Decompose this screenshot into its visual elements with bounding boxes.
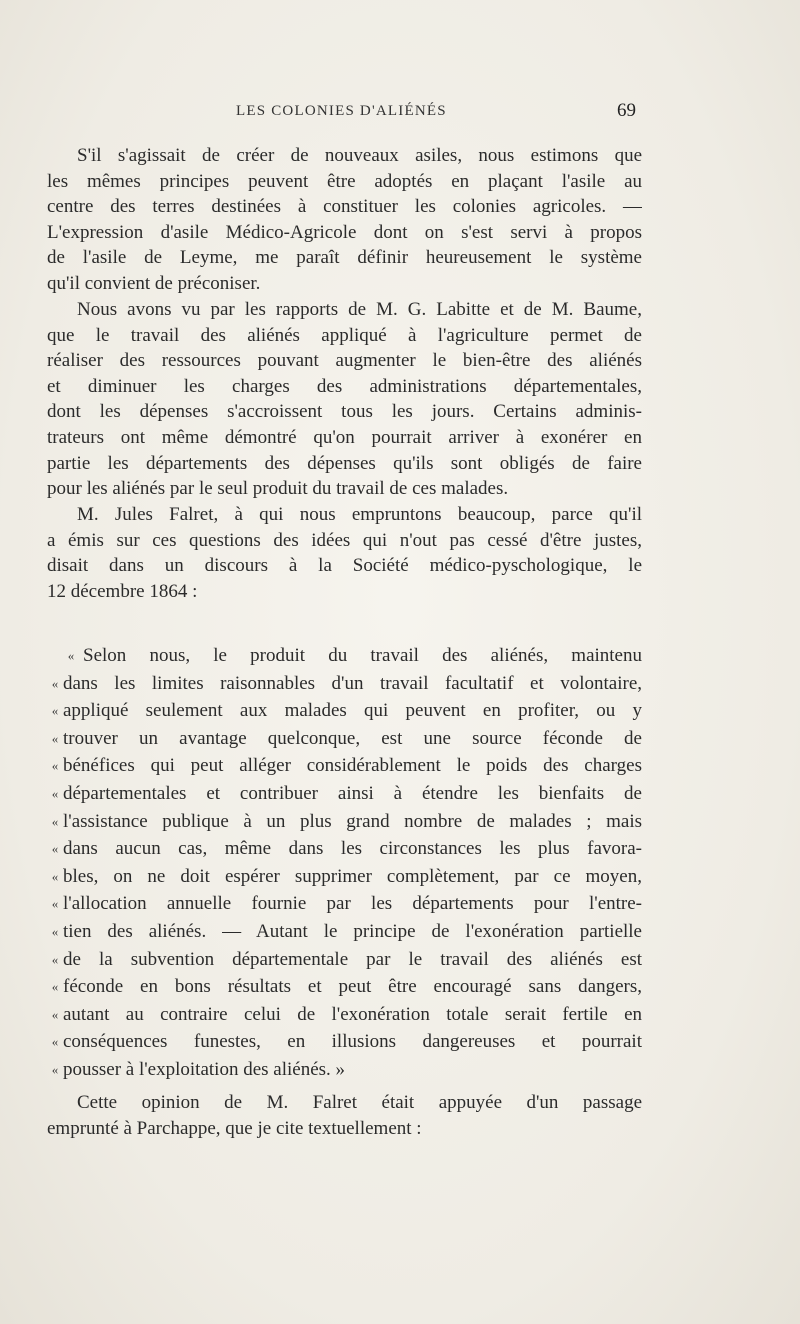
quote-line: l'allocation annuelle fournie par les départements pour l'entre- — [63, 893, 642, 915]
running-title: LES COLONIES D'ALIÉNÉS — [236, 103, 447, 119]
text-line: emprunté à Parchappe, que je cite textuellement : — [47, 1117, 422, 1139]
page-header — [0, 100, 800, 127]
text-line: M. Jules Falret, à qui nous empruntons beaucoup, parce qu'il — [77, 504, 642, 525]
quote-continuation-mark: « — [51, 675, 59, 691]
text-line: disait dans un discours à la Société médico-pyschologique, le — [47, 555, 642, 577]
paragraph-3 — [47, 502, 642, 604]
quote-continuation-mark: « — [51, 758, 59, 774]
paragraph-1 — [47, 143, 642, 297]
quote-continuation-mark: « — [51, 841, 59, 857]
quote-line: autant au contraire celui de l'exonération totale serait fertile en — [63, 1003, 642, 1025]
open-quote-mark: « — [67, 648, 75, 663]
quote-line: pousser à l'exploitation des aliénés. » — [63, 1058, 346, 1080]
text-line: a émis sur ces questions des idées qui n'out pas cessé d'être justes, — [47, 529, 642, 551]
quote-continuation-mark: « — [51, 951, 59, 967]
quote-continuation-mark: « — [51, 785, 59, 801]
text-line: de l'asile de Leyme, me paraît définir heureusement le système — [47, 247, 642, 269]
quote-continuation-mark: « — [51, 730, 59, 746]
quote-line: trouver un avantage quelconque, est une source féconde de — [63, 727, 642, 749]
text-line: les mêmes principes peuvent être adoptés en plaçant l'asile au — [47, 170, 642, 192]
page-number: 69 — [617, 100, 636, 121]
quote-continuation-mark: « — [51, 1061, 59, 1077]
paragraph-2 — [47, 297, 642, 502]
text-line: et diminuer les charges des administrations départementales, — [47, 375, 642, 397]
quote-line: féconde en bons résultats et peut être encouragé sans dangers, — [63, 976, 642, 998]
text-line: que le travail des aliénés appliqué à l'agriculture permet de — [47, 324, 642, 346]
quote-line: l'assistance publique à un plus grand nombre de malades ; mais — [63, 810, 642, 832]
quote-continuation-mark: « — [51, 979, 59, 995]
paragraph-4 — [47, 1090, 642, 1141]
quote-continuation-mark: « — [51, 703, 59, 719]
text-line: centre des terres destinées à constituer les colonies agricoles. — — [47, 196, 642, 218]
text-line: partie les départements des dépenses qu'ils sont obligés de faire — [47, 452, 642, 474]
text-line: S'il s'agissait de créer de nouveaux asiles, nous estimons que — [77, 145, 642, 166]
quote-line: dans les limites raisonnables d'un travail facultatif et volontaire, — [63, 672, 642, 694]
quote-line: bénéfices qui peut alléger considérablement le poids des charges — [63, 755, 642, 777]
quote-continuation-mark: « — [51, 1006, 59, 1022]
text-line: dont les dépenses s'accroissent tous les jours. Certains adminis- — [47, 401, 642, 423]
quote-line: de la subvention départementale par le travail des aliénés est — [63, 948, 642, 970]
text-line: 12 décembre 1864 : — [47, 580, 198, 602]
quote-continuation-mark: « — [51, 923, 59, 939]
quote-continuation-mark: « — [51, 868, 59, 884]
quote-line: conséquences funestes, en illusions dangereuses et pourrait — [63, 1031, 642, 1053]
quote-continuation-mark: « — [51, 896, 59, 912]
text-line: L'expression d'asile Médico-Agricole dont on s'est servi à propos — [47, 221, 642, 243]
text-line: trateurs ont même démontré qu'on pourrait arriver à exonérer en — [47, 426, 642, 448]
block-quotation — [47, 642, 642, 1084]
text-line: réaliser des ressources pouvant augmenter le bien-être des aliénés — [47, 350, 642, 372]
text-line: qu'il convient de préconiser. — [47, 272, 261, 294]
quote-continuation-mark: « — [51, 1034, 59, 1050]
quote-line: dans aucun cas, même dans les circonstances les plus favora- — [63, 838, 642, 860]
quote-continuation-mark: « — [51, 813, 59, 829]
quote-line: bles, on ne doit espérer supprimer complètement, par ce moyen, — [63, 865, 642, 887]
quote-line: appliqué seulement aux malades qui peuvent en profiter, ou y — [63, 700, 642, 722]
quote-line: départementales et contribuer ainsi à étendre les bienfaits de — [63, 782, 642, 804]
quote-line: tien des aliénés. — Autant le principe de l'exonération partielle — [63, 920, 642, 942]
text-line: Cette opinion de M. Falret était appuyée d'un passage — [77, 1092, 642, 1113]
text-line: pour les aliénés par le seul produit du travail de ces malades. — [47, 478, 509, 500]
text-line: Nous avons vu par les rapports de M. G. Labitte et de M. Baume, — [77, 299, 642, 320]
quote-line: Selon nous, le produit du travail des aliénés, maintenu — [83, 645, 642, 666]
